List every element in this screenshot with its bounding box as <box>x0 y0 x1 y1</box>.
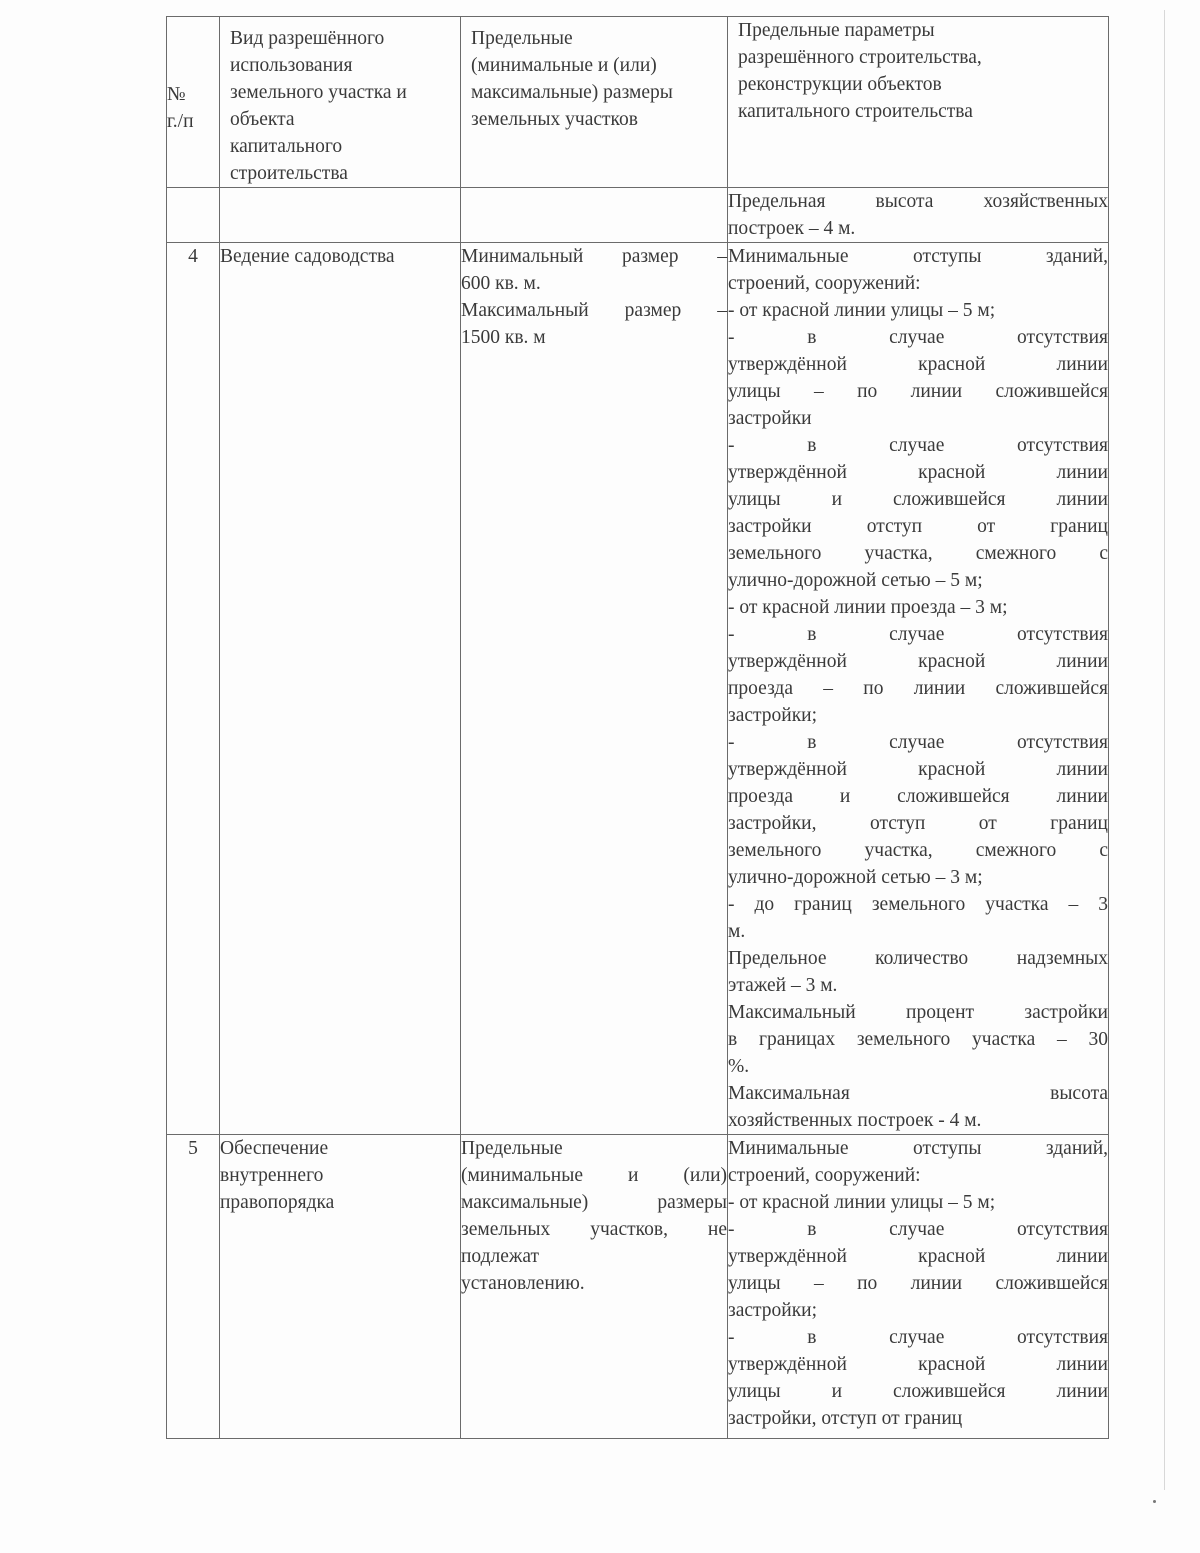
text-line: Минимальные отступы зданий, <box>728 246 1108 267</box>
text-line: (минимальные и (или) <box>471 55 657 76</box>
text-line: 1500 кв. м <box>461 327 546 348</box>
text-line: максимальные) размеры <box>461 1192 727 1213</box>
cell-empty <box>220 188 461 243</box>
text-line: (минимальные и (или) <box>461 1165 727 1186</box>
use-type-cell <box>220 243 461 1135</box>
regulations-table <box>166 16 1109 1439</box>
text-line: Предельная высота хозяйственных <box>728 191 1108 212</box>
text-line: утверждённой красной линии <box>728 651 1108 672</box>
header-build-params <box>728 17 1108 125</box>
cell-params-continued <box>728 188 1109 243</box>
use-type-text <box>220 1135 460 1216</box>
text-line: земельного участка, смежного с <box>728 543 1108 564</box>
text-line: этажей – 3 м. <box>728 975 838 996</box>
text-line: Максимальная высота <box>728 1083 1108 1104</box>
row-number <box>167 243 220 1135</box>
text-line: строительства <box>230 163 348 184</box>
text-line: Предельные <box>461 1138 563 1159</box>
text-line: подлежат <box>461 1246 540 1267</box>
header-num <box>167 17 219 135</box>
text-line: улицы и сложившейся линии <box>728 1381 1108 1402</box>
text-line: - до границ земельного участка – 3 <box>728 894 1108 915</box>
table-row <box>167 1135 1109 1439</box>
text-line: улично-дорожной сетью – 3 м; <box>728 867 983 888</box>
text-line: застройки, отступ от границ <box>728 1408 963 1429</box>
text-line: застройки отступ от границ <box>728 516 1108 537</box>
row-number-text: 5 <box>188 1138 198 1159</box>
header-size-cell <box>461 17 728 188</box>
text-line: - в случае отсутствия <box>728 732 1108 753</box>
header-plot-size <box>461 17 727 133</box>
text-line: утверждённой красной линии <box>728 462 1108 483</box>
text-line: 600 кв. м. <box>461 273 541 294</box>
text-line: земельного участка, смежного с <box>728 840 1108 861</box>
text-line: № <box>167 84 186 105</box>
text-line: объекта <box>230 109 295 130</box>
text-line: Вид разрешённого <box>230 28 385 49</box>
plot-size-cell <box>461 243 728 1135</box>
text-line: строений, сооружений: <box>728 273 921 294</box>
use-type-cell <box>220 1135 461 1439</box>
text-line: улицы – по линии сложившейся <box>728 381 1108 402</box>
text-line: капитального <box>230 136 343 157</box>
text-line: утверждённой красной линии <box>728 354 1108 375</box>
cell-empty <box>167 188 220 243</box>
text-line: - в случае отсутствия <box>728 624 1108 645</box>
cell-empty <box>461 188 728 243</box>
table-row <box>167 243 1109 1135</box>
text-line: правопорядка <box>220 1192 335 1213</box>
text-line: застройки, отступ от границ <box>728 813 1108 834</box>
text-line: - в случае отсутствия <box>728 1327 1108 1348</box>
text-line: земельных участков <box>471 109 638 130</box>
text-line: хозяйственных построек - 4 м. <box>728 1110 982 1131</box>
text-line: застройки <box>728 408 812 429</box>
text-line: улицы и сложившейся линии <box>728 489 1108 510</box>
header-params-cell <box>728 17 1109 188</box>
text-line: строений, сооружений: <box>728 1165 921 1186</box>
text-line: капитального строительства <box>738 101 973 122</box>
text-line: проезда и сложившейся линии <box>728 786 1108 807</box>
text-line: Минимальный размер – <box>461 246 727 267</box>
table-header-row <box>167 17 1109 188</box>
text-line: максимальные) размеры <box>471 82 673 103</box>
params-text <box>728 188 1108 242</box>
build-params-text <box>728 1135 1108 1432</box>
build-params-cell <box>728 243 1109 1135</box>
table-row-continued <box>167 188 1109 243</box>
text-line: застройки; <box>728 1300 818 1321</box>
text-line: Предельные параметры <box>738 20 935 41</box>
text-line: Максимальный процент застройки <box>728 1002 1108 1023</box>
text-line: г./п <box>167 111 194 132</box>
text-line: использования <box>230 55 353 76</box>
text-line: %. <box>728 1056 750 1077</box>
text-line: утверждённой красной линии <box>728 1246 1108 1267</box>
text-line: - в случае отсутствия <box>728 1219 1108 1240</box>
header-use-type <box>220 17 460 187</box>
text-line: - от красной линии улицы – 5 м; <box>728 1192 996 1213</box>
text-line: - от красной линии проезда – 3 м; <box>728 597 1008 618</box>
header-num-cell <box>167 17 220 188</box>
build-params-cell <box>728 1135 1109 1439</box>
text-line: внутреннего <box>220 1165 324 1186</box>
text-line: утверждённой красной линии <box>728 1354 1108 1375</box>
text-line: построек – 4 м. <box>728 218 856 239</box>
plot-size-text <box>461 243 727 351</box>
text-line: проезда – по линии сложившейся <box>728 678 1108 699</box>
row-number-text: 4 <box>188 246 198 267</box>
text-line: м. <box>728 921 746 942</box>
text-line: Предельные <box>471 28 573 49</box>
plot-size-cell <box>461 1135 728 1439</box>
text-line: реконструкции объектов <box>738 74 942 95</box>
plot-size-text <box>461 1135 727 1297</box>
text-line: - от красной линии улицы – 5 м; <box>728 300 996 321</box>
use-type-text: Ведение садоводства <box>220 246 395 267</box>
scan-speck <box>1153 1500 1156 1503</box>
text-line: земельного участка и <box>230 82 407 103</box>
text-line: застройки; <box>728 705 818 726</box>
scan-edge-line <box>1164 10 1165 1490</box>
text-line: земельных участков, не <box>461 1219 727 1240</box>
text-line: Максимальный размер – <box>461 300 727 321</box>
text-line: улично-дорожной сетью – 5 м; <box>728 570 983 591</box>
text-line: - в случае отсутствия <box>728 327 1108 348</box>
text-line: - в случае отсутствия <box>728 435 1108 456</box>
text-line: Минимальные отступы зданий, <box>728 1138 1108 1159</box>
row-number <box>167 1135 220 1439</box>
text-line: в границах земельного участка – 30 <box>728 1029 1108 1050</box>
text-line: разрешённого строительства, <box>738 47 982 68</box>
text-line: установлению. <box>461 1273 585 1294</box>
text-line: Обеспечение <box>220 1138 329 1159</box>
text-line: Предельное количество надземных <box>728 948 1108 969</box>
text-line: утверждённой красной линии <box>728 759 1108 780</box>
build-params-text <box>728 243 1108 1134</box>
text-line: улицы – по линии сложившейся <box>728 1273 1108 1294</box>
header-type-cell <box>220 17 461 188</box>
